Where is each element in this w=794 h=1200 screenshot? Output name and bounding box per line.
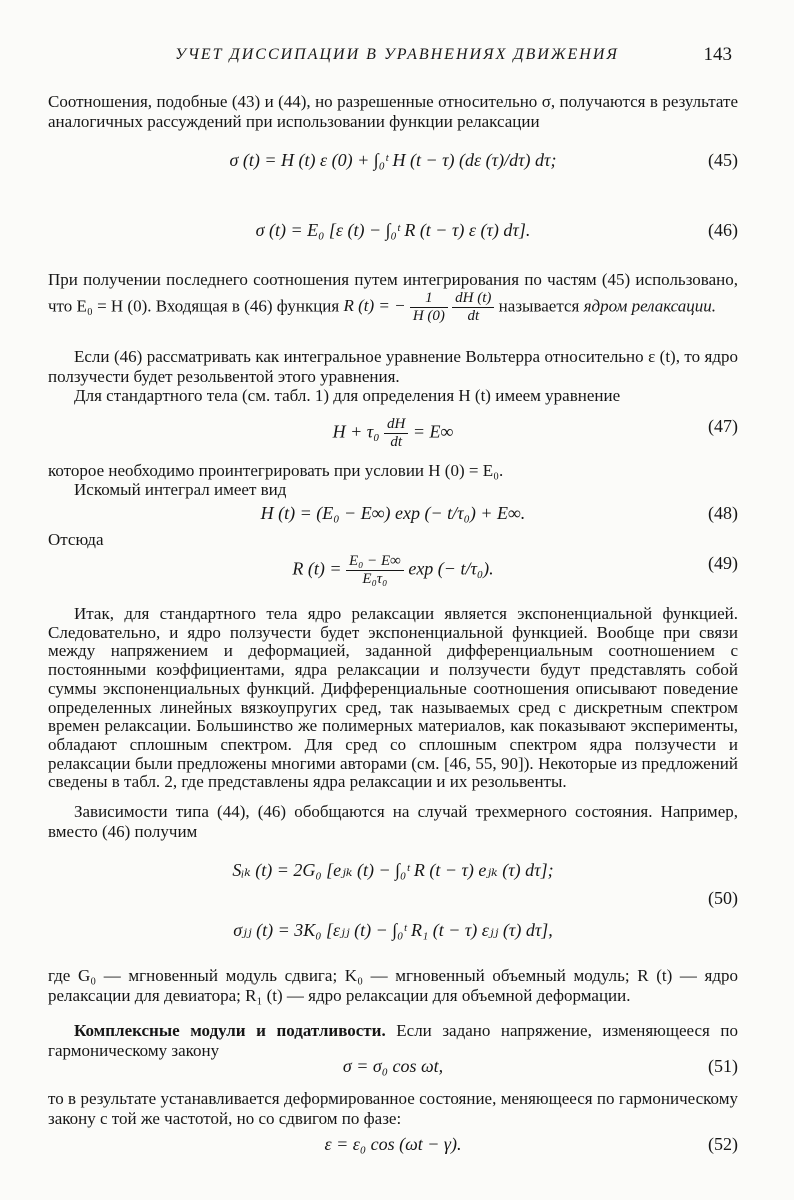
paragraph-3: Если (46) рассматривать как интегральное уравнение Вольтерра относительно ε (t), то ядро ползучести будет резольвентой этого уравнения.: [48, 347, 738, 386]
equation-51: [48, 1056, 738, 1086]
page-number: 143: [703, 44, 732, 65]
equation-50b-body: σⱼⱼ (t) = 3K₀ [εⱼⱼ (t) − ∫₀ᵗ R₁ (t − τ) εⱼⱼ (τ) dτ],: [233, 920, 553, 940]
paragraph-8: Итак, для стандартного тела ядро релаксации является экспоненциальной функцией. Следовательно, и ядро ползучести будет экспоненциальной функцией. Вообще при связи между напряжением и деформацией, заданной дифференциальным соотношением с постоянными коэффициентами, ядра релаксации и ползучести будут представлять собой суммы экспоненциальных функций. Дифференциальные соотношения описывают поведение определенных линейных вязкоупругих сред, так называемых сред с дискретным спектром времен релаксации. Большинство же полимерных материалов, как показывают эксперименты, обладают сплошным спектром. Для сред со сплошным спектром ядра ползучести и релаксации были предложены многими авторами (см. [46, 55, 90]). Некоторые из предложений сведены в табл. 2, где представлены ядра релаксации и их резольвенты.: [48, 604, 738, 792]
equation-51-number: (51): [708, 1056, 738, 1076]
paragraph-6: Искомый интеграл имеет вид: [74, 480, 287, 499]
paragraph-9: Зависимости типа (44), (46) обобщаются на случай трехмерного состояния. Например, вместо (46) получим: [48, 802, 738, 841]
equation-50-number-row: [48, 888, 738, 918]
paragraph-2: [48, 270, 738, 325]
equation-46-body: σ (t) = E₀ [ε (t) − ∫₀ᵗ R (t − τ) ε (τ) dτ].: [255, 220, 531, 240]
rdef-fraction-1: [410, 290, 448, 325]
equation-49: [48, 553, 738, 587]
rdef-num-2: dH (t): [452, 290, 494, 308]
equation-45-number: (45): [708, 150, 738, 170]
rdef-den-1: H (0): [412, 307, 445, 324]
equation-52-number: (52): [708, 1134, 738, 1154]
e47-rhs: = E∞: [412, 421, 454, 442]
e47-den: dt: [390, 434, 403, 450]
rdef-fraction-2: [452, 290, 494, 325]
running-header: УЧЕТ ДИССИПАЦИИ В УРАВНЕНИЯХ ДВИЖЕНИЯ: [175, 46, 619, 63]
equation-48: [48, 503, 738, 533]
paragraph-11-text: Если задано напряжение, изменяющееся по гармоническому закону: [48, 1021, 738, 1060]
rdef-lhs: R (t) = −: [343, 295, 406, 315]
e47-fraction: [384, 416, 408, 451]
paragraph-1: Соотношения, подобные (43) и (44), но разрешенные относительно σ, получаются в результате аналогичных рассуждений при использовании функции релаксации: [48, 92, 738, 131]
equation-49-number: (49): [708, 553, 738, 573]
equation-48-number: (48): [708, 503, 738, 523]
e47-lhs: H + τ₀: [332, 421, 380, 442]
paragraph-2-tail: называется: [498, 295, 580, 315]
equation-49-body: [48, 553, 738, 588]
e49-fraction: [346, 553, 404, 588]
term-relaxation-kernel: ядром релаксации.: [583, 295, 716, 315]
equation-45-body: σ (t) = H (t) ε (0) + ∫₀ᵗ H (t − τ) (dε (τ)/dτ) dτ;: [229, 150, 557, 170]
equation-50-number: (50): [708, 888, 738, 908]
paragraph-11: [48, 1021, 738, 1060]
e49-rhs: exp (− t/τ₀).: [408, 558, 494, 579]
paragraph-2-text: При получении последнего соотношения путем интегрирования по частям (45) использовано, что E₀ = H (0). Входящая в (46) функция: [48, 270, 738, 315]
paragraph-7: Отсюда: [48, 530, 104, 549]
equation-46-number: (46): [708, 220, 738, 240]
paragraph-12: то в результате устанавливается деформированное состояние, меняющееся по гармоническому закону с той же частотой, но со сдвигом по фазе:: [48, 1089, 738, 1128]
rdef-num-1: 1: [410, 290, 448, 308]
equation-47: [48, 416, 738, 450]
e49-num: E₀ − E∞: [346, 553, 404, 571]
rdef-den-2: dt: [467, 307, 480, 324]
section-heading: Комплексные модули и податливости.: [74, 1021, 386, 1040]
equation-51-body: σ = σ₀ cos ωt,: [342, 1056, 444, 1076]
equation-46: [48, 220, 738, 250]
paragraph-5: которое необходимо проинтегрировать при условии H (0) = E₀.: [48, 461, 504, 480]
relaxation-kernel-definition: [343, 289, 498, 324]
equation-47-number: (47): [708, 416, 738, 436]
equation-50a: [48, 860, 738, 890]
equation-47-body: [48, 416, 738, 451]
equation-50a-body: Sᵢₖ (t) = 2G₀ [eⱼₖ (t) − ∫₀ᵗ R (t − τ) eⱼₖ (τ) dτ];: [232, 860, 554, 880]
e49-den: E₀τ₀: [362, 571, 388, 587]
e49-lhs: R (t) =: [292, 558, 342, 579]
paragraph-10: где G₀ — мгновенный модуль сдвига; K₀ — мгновенный объемный модуль; R (t) — ядро релаксации для девиатора; R₁ (t) — ядро релаксации для объемной деформации.: [48, 966, 738, 1005]
e47-num: dH: [384, 416, 408, 434]
equation-52: [48, 1134, 738, 1164]
equation-48-body: H (t) = (E₀ − E∞) exp (− t/τ₀) + E∞.: [260, 503, 526, 523]
equation-45: [48, 150, 738, 180]
paragraph-4: Для стандартного тела (см. табл. 1) для определения H (t) имеем уравнение: [74, 386, 621, 405]
equation-52-body: ε = ε₀ cos (ωt − γ).: [324, 1134, 462, 1154]
equation-50b: [48, 920, 738, 950]
